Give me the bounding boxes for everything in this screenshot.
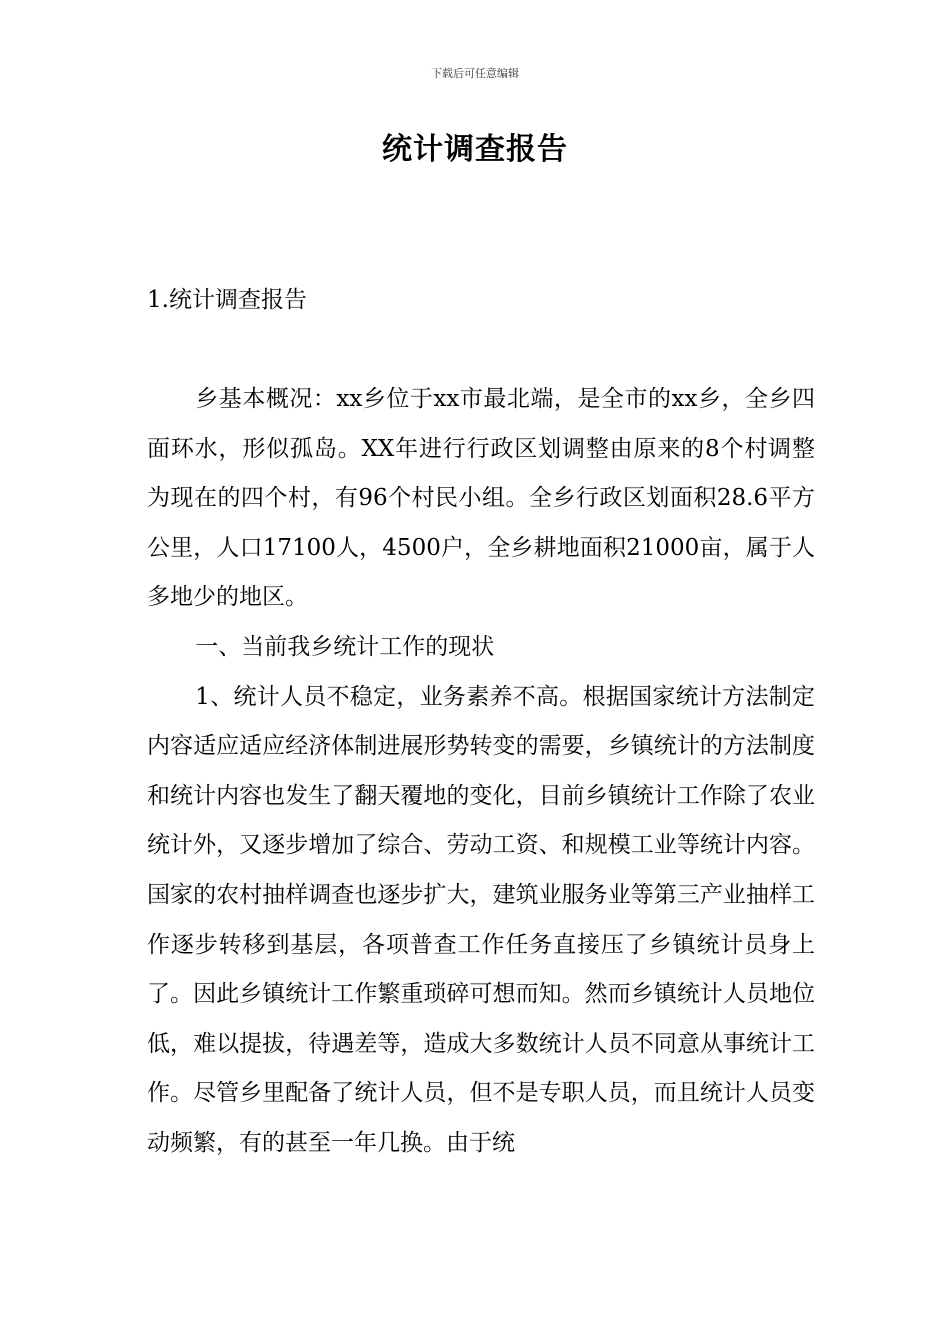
document-title: 统计调查报告: [382, 132, 568, 167]
header-note: 下载后可任意编辑: [431, 67, 519, 80]
paragraph-subheading: 一、当前我乡统计工作的现状: [195, 633, 495, 660]
paragraph-overview: 乡基本概况：xx乡位于xx市最北端，是全市的xx乡，全乡四面环水，形似孤岛。XX年进行行政区划调整由原来的8个村调整为现在的四个村，有96个村民小组。全乡行政区划面积28.6平方公里，人口17100人，4500户，全乡耕地面积21000亩，属于人多地少的地区。: [147, 386, 815, 611]
document-body: [147, 375, 815, 1169]
paragraph-point-1: 1、统计人员不稳定，业务素养不高。根据国家统计方法制定内容适应适应经济体制进展形势转变的需要，乡镇统计的方法制度和统计内容也发生了翻天覆地的变化，目前乡镇统计工作除了农业统计外，又逐步增加了综合、劳动工资、和规模工业等统计内容。国家的农村抽样调查也逐步扩大，建筑业服务业等第三产业抽样工作逐步转移到基层，各项普查工作任务直接压了乡镇统计员身上了。因此乡镇统计工作繁重琐碎可想而知。然而乡镇统计人员地位低，难以提拔，待遇差等，造成大多数统计人员不同意从事统计工作。尽管乡里配备了统计人员，但不是专职人员，而且统计人员变动频繁，有的甚至一年几换。由于统: [147, 683, 815, 1156]
section-heading: 1.统计调查报告: [147, 287, 307, 313]
